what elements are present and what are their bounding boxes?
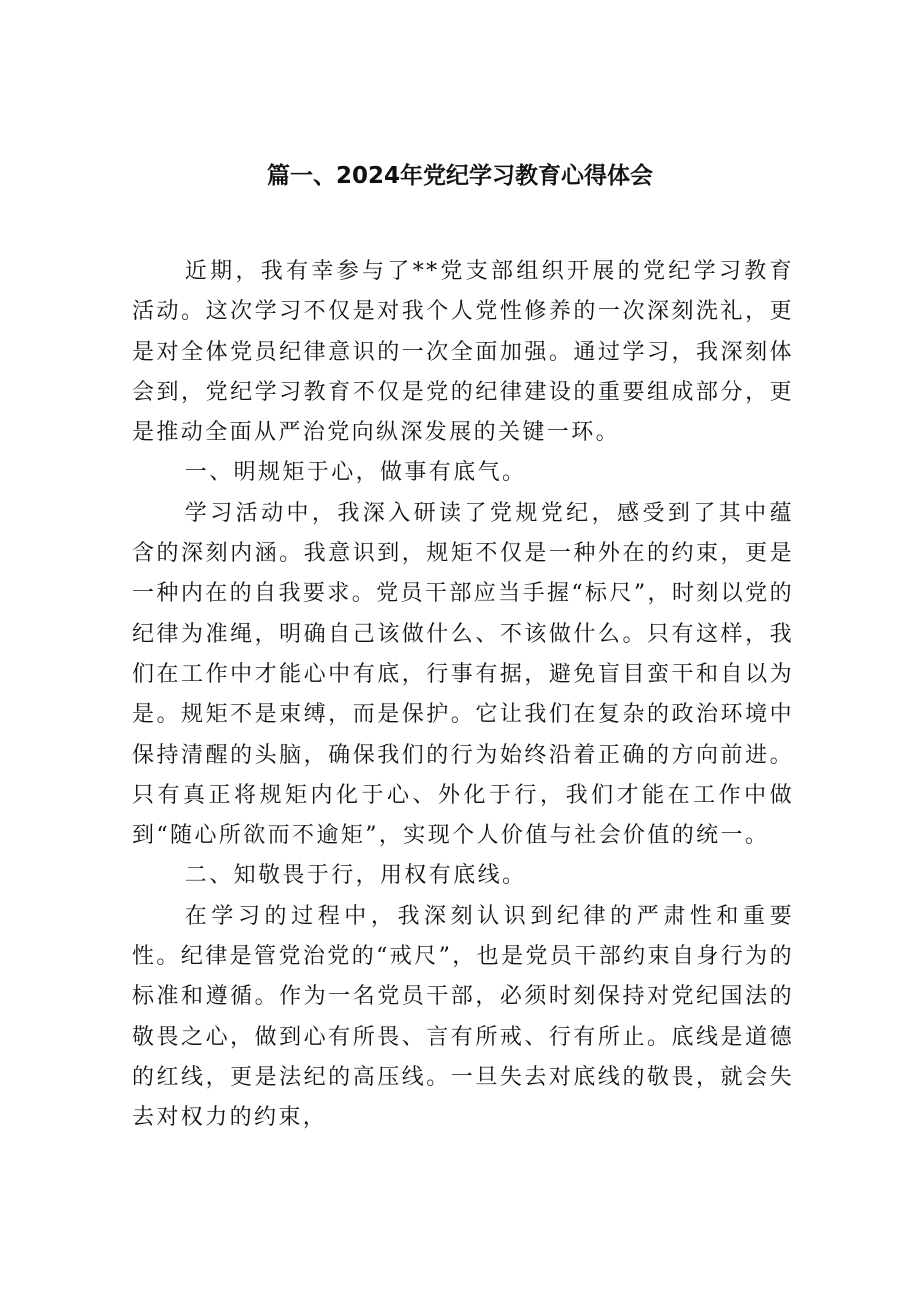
section-heading-2: 二、知敬畏于行，用权有底线。 — [184, 863, 527, 889]
document-title: 篇一、2024年党纪学习教育心得体会 — [266, 163, 653, 189]
paragraph-section-1: 学习活动中，我深入研读了党规党纪，感受到了其中蕴含的深刻内涵。我意识到，规矩不仅是一种外在的约束，更是一种内在的自我要求。党员干部应当手握“标尺”，时刻以党的纪律为准绳，明确自己该做什么、不该做什么。只有这样，我们在工作中才能心中有底，行事有据，避免盲目蛮干和自以为是。规矩不是束缚，而是保护。它让我们在复杂的政治环境中保持清醒的头脑，确保我们的行为始终沿着正确的方向前进。只有真正将规矩内化于心、外化于行，我们才能在工作中做到“随心所欲而不逾矩”，实现个人价值与社会价值的统一。 — [132, 500, 794, 849]
paragraph-section-2: 在学习的过程中，我深刻认识到纪律的严肃性和重要性。纪律是管党治党的“戒尺”，也是党员干部约束自身行为的标准和遵循。作为一名党员干部，必须时刻保持对党纪国法的敬畏之心，做到心有所畏、言有所戒、行有所止。底线是道德的红线，更是法纪的高压线。一旦失去对底线的敬畏，就会失去对权力的约束， — [132, 903, 794, 1131]
paragraph-intro: 近期，我有幸参与了**党支部组织开展的党纪学习教育活动。这次学习不仅是对我个人党性修养的一次深刻洗礼，更是对全体党员纪律意识的一次全面加强。通过学习，我深刻体会到，党纪学习教育不仅是党的纪律建设的重要组成部分，更是推动全面从严治党向纵深发展的关键一环。 — [132, 259, 794, 446]
section-heading-1: 一、明规矩于心，做事有底气。 — [184, 460, 527, 486]
document-body — [132, 252, 794, 1139]
